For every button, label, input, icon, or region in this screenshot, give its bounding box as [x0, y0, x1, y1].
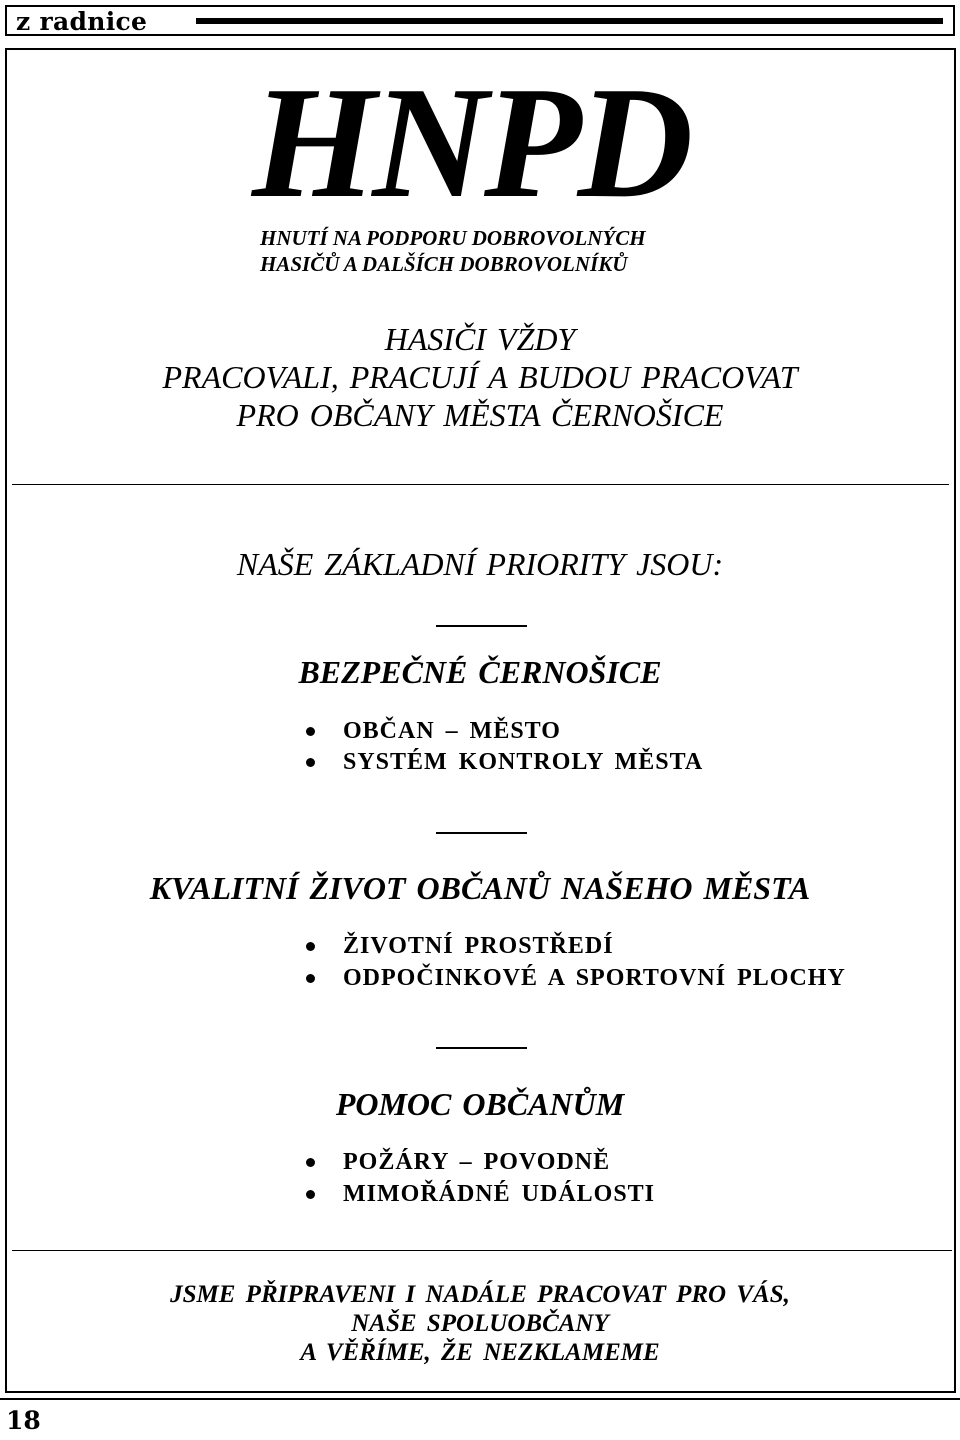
subtitle-line-1: HNUTÍ NA PODPORU DOBROVOLNÝCH	[260, 226, 646, 250]
short-divider-3	[436, 1047, 527, 1049]
closing-line-2: NAŠE SPOLUOBČANY	[351, 1310, 609, 1337]
short-divider-2	[436, 832, 527, 834]
divider-rule-bottom	[12, 1250, 952, 1251]
hnpd-logo: HNPD	[252, 53, 690, 231]
section-header-bar	[5, 5, 955, 36]
bullet-icon	[306, 727, 315, 736]
slogan-line-1: HASIČI VŽDY	[384, 321, 576, 357]
divider-rule-top	[12, 484, 949, 485]
section-title-quality-of-life: KVALITNÍ ŽIVOT OBČANŮ NAŠEHO MĚSTA	[149, 870, 811, 906]
list-item-text: OBČAN – MĚSTO	[343, 718, 561, 744]
bullet-icon	[306, 942, 315, 951]
footer-rule	[0, 1398, 960, 1400]
header-rule	[196, 18, 943, 24]
list-item-text: SYSTÉM KONTROLY MĚSTA	[343, 749, 704, 775]
list-item-text: ODPOČINKOVÉ A SPORTOVNÍ PLOCHY	[343, 965, 846, 991]
closing-line-1: JSME PŘIPRAVENI I NADÁLE PRACOVAT PRO VÁS,	[170, 1281, 790, 1308]
priorities-heading: NAŠE ZÁKLADNÍ PRIORITY JSOU:	[236, 546, 724, 582]
slogan-line-2: PRACOVALI, PRACUJÍ A BUDOU PRACOVAT	[162, 359, 798, 395]
page-number: 18	[6, 1406, 41, 1435]
subtitle-line-2: HASIČŮ A DALŠÍCH DOBROVOLNÍKŮ	[260, 252, 628, 276]
bullet-icon	[306, 1158, 315, 1167]
section-title-help-citizens: POMOC OBČANŮM	[335, 1086, 625, 1122]
bullet-icon	[306, 758, 315, 767]
bullet-icon	[306, 1190, 315, 1199]
list-item-text: ŽIVOTNÍ PROSTŘEDÍ	[343, 933, 614, 959]
slogan-line-3: PRO OBČANY MĚSTA ČERNOŠICE	[236, 397, 724, 433]
bullet-icon	[306, 974, 315, 983]
closing-line-3: A VĚŘÍME, ŽE NEZKLAMEME	[300, 1339, 660, 1366]
section-label: z radnice	[16, 7, 148, 36]
section-title-safe-city: BEZPEČNÉ ČERNOŠICE	[298, 654, 662, 690]
list-item-text: MIMOŘÁDNÉ UDÁLOSTI	[343, 1181, 656, 1207]
short-divider-1	[436, 625, 527, 627]
list-item-text: POŽÁRY – POVODNĚ	[343, 1149, 611, 1175]
